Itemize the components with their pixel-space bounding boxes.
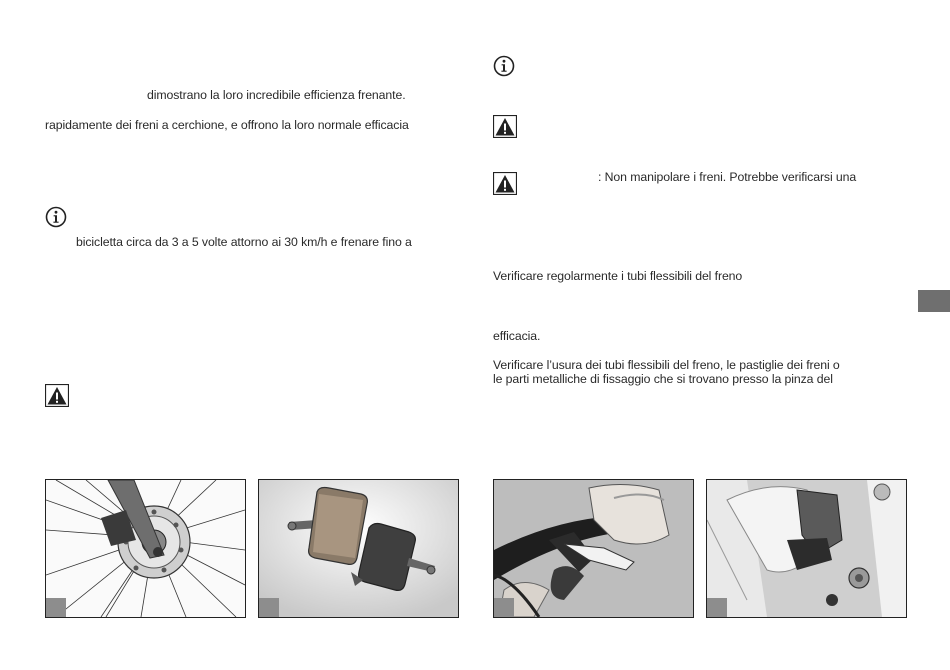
photo-brake-pads <box>258 479 459 618</box>
text-check-hoses: Verificare regolarmente i tubi flessibili del freno <box>493 269 743 283</box>
text-no-manipulate: : Non manipolare i freni. Potrebbe verificarsi una <box>598 170 857 184</box>
chapter-tab <box>918 290 950 312</box>
text-bedding: bicicletta circa da 3 a 5 volte attorno ai 30 km/h e frenare fino a <box>76 235 412 249</box>
warning-triangle-icon <box>45 384 69 407</box>
photo-brake-lever <box>493 479 694 618</box>
info-icon <box>493 55 515 77</box>
photo-number-tag <box>494 598 514 617</box>
warning-triangle-icon <box>493 172 517 195</box>
text-efficacia: efficacia. <box>493 329 541 343</box>
text-efficiency: dimostrano la loro incredibile efficienza frenante. <box>147 88 406 102</box>
info-icon <box>45 206 67 228</box>
photo-number-tag <box>707 598 727 617</box>
photo-disc-brake-wheel <box>45 479 246 618</box>
photo-number-tag <box>259 598 279 617</box>
text-rim-brakes: rapidamente dei freni a cerchione, e offrono la loro normale efficacia <box>45 118 409 132</box>
text-wear-line-2: le parti metalliche di fissaggio che si trovano presso la pinza del <box>493 372 833 386</box>
photo-number-tag <box>46 598 66 617</box>
warning-triangle-icon <box>493 115 517 138</box>
photo-brake-caliper <box>706 479 907 618</box>
text-wear-line-1: Verificare l’usura dei tubi flessibili del freno, le pastiglie dei freni o <box>493 358 840 372</box>
